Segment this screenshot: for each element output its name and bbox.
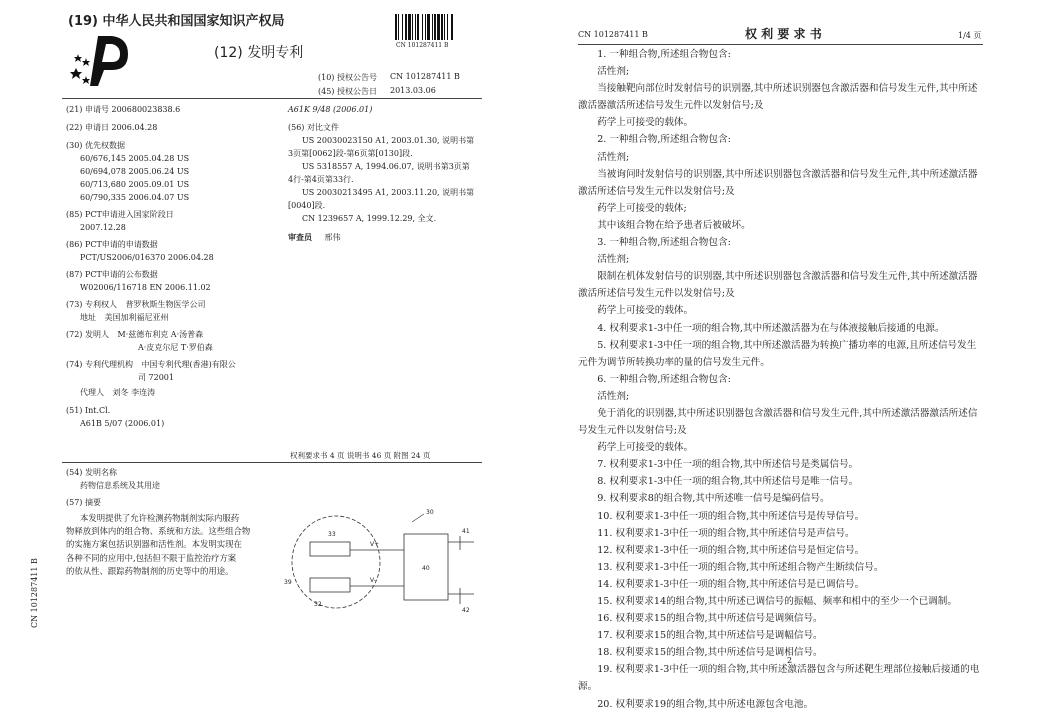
claim-paragraph: 活性剂;	[597, 66, 630, 78]
claim-paragraph: 1. 一种组合物,所述组合物包含:	[597, 49, 731, 60]
left-page	[0, 0, 520, 711]
claim-paragraph: 4. 权利要求1-3中任一项的组合物,其中所述激活器为在与体液接触后接通的电源。	[597, 322, 945, 334]
abstract-line-4: 各种不同的应用中,包括但不限于监控治疗方案	[66, 552, 237, 563]
pct-pub-label: (87) PCT申请的公布数据	[66, 270, 158, 279]
examiner-label: 审查员	[288, 232, 312, 242]
claim-paragraph: 7. 权利要求1-3中任一项的组合物,其中所述信号是类属信号。	[597, 459, 859, 471]
claim-paragraph: 10. 权利要求1-3中任一项的组合物,其中所述信号是传导信号。	[597, 510, 865, 522]
pct-app-label: (86) PCT申请的申请数据	[66, 240, 158, 249]
mid-rule	[62, 462, 482, 463]
claim-paragraph: 当接触靶向部位时发射信号的识别器,其中所述识别器包含激活器和信号发生元件,其中所述激活器激活所述信号发生元件以发射信号;及	[578, 83, 978, 112]
inventors-2: A·皮克尔尼 T·罗伯森	[138, 343, 213, 352]
claim-paragraph: 19. 权利要求1-3中任一项的组合物,其中所述激活器包含与所述靶生理部位接触后接通的电源。	[578, 664, 980, 693]
invention-title: 药物信息系统及其用途	[80, 481, 160, 490]
claim-paragraph: 5. 权利要求1-3中任一项的组合物,其中所述激活器为转换广播功率的电源,且所述信号发生元件为调节所转换功率的量的信号发生元件。	[578, 339, 977, 368]
document-kind: (12) 发明专利	[214, 45, 304, 61]
claim-paragraph: 活性剂;	[597, 390, 630, 402]
page-number: 2	[787, 656, 793, 665]
fig-label-42: 42	[462, 607, 470, 614]
claim-paragraph: 14. 权利要求1-3中任一项的组合物,其中所述信号是已调信号。	[597, 578, 865, 590]
cited-1: US 20030023150 A1, 2003.01.30, 说明书第	[302, 136, 475, 145]
fig-label-40: 40	[422, 565, 430, 572]
claim-paragraph: 11. 权利要求1-3中任一项的组合物,其中所述信号是声信号。	[597, 527, 855, 539]
abstract	[66, 512, 250, 578]
claim-paragraph: 12. 权利要求1-3中任一项的组合物,其中所述信号是恒定信号。	[597, 544, 865, 556]
agency-2: 司 72001	[138, 373, 174, 382]
pct-app: PCT/US2006/016370 2006.04.28	[80, 253, 214, 262]
pct-pub: W02006/116718 EN 2006.11.02	[80, 283, 211, 292]
agency-label: (74) 专利代理机构	[66, 360, 133, 369]
inventors-1: M·兹德布利克 A·汤普森	[117, 330, 204, 339]
claim-paragraph: 药学上可接受的载体。	[597, 117, 694, 129]
cited-6: [0040]段.	[288, 201, 326, 210]
fig-label-30: 30	[426, 509, 434, 516]
priority-2: 60/694,078 2005.06.24 US	[80, 167, 190, 176]
priority-4: 60/790,335 2006.04.07 US	[80, 193, 190, 202]
barcode	[395, 14, 475, 40]
fig-label-41: 41	[462, 528, 470, 535]
figure-box-33	[310, 542, 350, 556]
cnipa-logo-icon	[68, 32, 136, 90]
side-code: CN 101287411 B	[30, 558, 39, 628]
fig-label-39: 39	[284, 579, 292, 586]
header-code: CN 101287411 B	[578, 30, 648, 39]
agent: 刘冬 李连涛	[112, 388, 156, 397]
app-no: (21) 申请号 200680023838.6	[66, 105, 181, 114]
title-label: (54) 发明名称	[66, 468, 117, 477]
claims-body	[578, 46, 983, 713]
claim-paragraph: 限制在机体发射信号的识别器,其中所述识别器包含激活器和信号发生元件,其中所述激活器激活所述信号发生元件以发射信号;及	[578, 271, 978, 300]
priority-3: 60/713,680 2005.09.01 US	[80, 180, 190, 189]
claim-paragraph: 活性剂;	[597, 151, 630, 163]
office-name: (19) 中华人民共和国国家知识产权局	[68, 14, 285, 29]
inventors-label: (72) 发明人	[66, 330, 109, 339]
pub-date: 2013.03.06	[390, 86, 436, 95]
fig-label-vminus: V-	[370, 577, 376, 584]
pct-entry: 2007.12.28	[80, 223, 126, 232]
agent-label: 代理人	[80, 388, 104, 397]
abstract-label: (57) 摘要	[66, 498, 101, 507]
fig-label-33: 33	[328, 531, 336, 538]
title-block	[66, 466, 160, 509]
header-page: 1/4 页	[958, 31, 982, 40]
abstract-line-5: 的依从性、跟踪药物制剂的历史等中的用途。	[66, 565, 234, 576]
agency-1: 中国专利代理(香港)有限公	[141, 360, 236, 369]
cited-3: US 5318557 A, 1994.06.07, 说明书第3页第	[302, 162, 470, 171]
claim-paragraph: 17. 权利要求15的组合物,其中所述信号是调幅信号。	[597, 630, 823, 642]
claim-paragraph: 免于消化的识别器,其中所述识别器包含激活器和信号发生元件,其中所述激活器激活所述信号发生元件以发射信号;及	[578, 407, 978, 437]
intcl-label: (51) Int.Cl.	[66, 406, 111, 415]
fig-label-vplus: V+	[370, 541, 380, 548]
claim-paragraph: 16. 权利要求15的组合物,其中所述信号是调频信号。	[597, 613, 823, 625]
claim-paragraph: 3. 一种组合物,所述组合物包含:	[597, 237, 731, 249]
pub-date-label: (45) 授权公告日	[318, 87, 377, 96]
claim-paragraph: 15. 权利要求14的组合物,其中所述已调信号的振幅、频率和相中的至少一个已调制。	[597, 596, 957, 607]
fig-label-32: 32	[314, 601, 322, 608]
claim-paragraph: 18. 权利要求15的组合物,其中所述信号是调相信号。	[597, 647, 823, 659]
claim-paragraph: 2. 一种组合物,所述组合物包含:	[597, 134, 731, 146]
priority-1: 60/676,145 2005.04.28 US	[80, 154, 190, 163]
figure-box-32	[310, 578, 350, 592]
claim-paragraph: 活性剂;	[597, 254, 630, 266]
intcl-1: A61B 5/07 (2006.01)	[80, 419, 165, 428]
claim-paragraph: 13. 权利要求1-3中任一项的组合物,其中所述组合物产生断续信号。	[597, 561, 884, 573]
cited-4: 4行-第4页第33行.	[288, 175, 354, 184]
abstract-figure	[284, 500, 484, 620]
right-page	[560, 0, 1038, 711]
patentee: 普罗秋斯生物医学公司	[125, 300, 206, 309]
intcl-2: A61K 9/48 (2006.01)	[288, 105, 373, 114]
abstract-line-1: 本发明提供了允许检测药物制剂实际内服药	[80, 513, 240, 523]
patentee-label: (73) 专利权人	[66, 300, 117, 309]
abstract-line-2: 物释放到体内的组合物、系统和方法。这些组合物	[66, 526, 251, 537]
examiner: 邢伟	[324, 233, 341, 242]
header-rule	[578, 44, 983, 45]
claim-paragraph: 其中该组合物在给予患者后被破坏。	[597, 219, 751, 231]
cited-label: (56) 对比文件	[288, 123, 339, 132]
pct-entry-label: (85) PCT申请进入国家阶段日	[66, 210, 174, 219]
claim-paragraph: 6. 一种组合物,所述组合物包含:	[597, 373, 731, 385]
address-label: 地址	[80, 313, 96, 322]
claim-paragraph: 药学上可接受的载体。	[597, 305, 694, 317]
app-date: (22) 申请日 2006.04.28	[66, 123, 158, 132]
cited-5: US 20030213495 A1, 2003.11.20, 说明书第	[302, 188, 475, 197]
claim-paragraph: 8. 权利要求1-3中任一项的组合物,其中所述信号是唯一信号。	[597, 476, 859, 488]
cited-7: CN 1239657 A, 1999.12.29, 全文.	[302, 214, 437, 223]
claim-paragraph: 药学上可接受的载体;	[597, 202, 687, 214]
cited-2: 3页第[0062]段-第6页第[0130]段.	[288, 149, 413, 158]
biblio-right	[288, 103, 474, 244]
claim-paragraph: 当被询问时发射信号的识别器,其中所述识别器包含激活器和信号发生元件,其中所述激活器激活所述信号发生元件以发射信号;及	[578, 168, 978, 197]
pub-no: CN 101287411 B	[390, 72, 460, 81]
figure-ellipse	[292, 516, 380, 608]
pub-no-label: (10) 授权公告号	[318, 73, 377, 82]
header-title: 权 利 要 求 书	[745, 27, 822, 41]
header-rule	[62, 98, 482, 99]
claim-paragraph: 药学上可接受的载体。	[597, 442, 694, 454]
barcode-number: CN 101287411 B	[396, 42, 449, 49]
claim-paragraph: 20. 权利要求19的组合物,其中所述电源包含电池。	[597, 698, 814, 710]
biblio-left	[66, 103, 236, 430]
priority-label: (30) 优先权数据	[66, 141, 125, 150]
pages-info: 权利要求书 4 页 说明书 46 页 附图 24 页	[290, 451, 431, 460]
address: 美国加利福尼亚州	[104, 313, 169, 322]
abstract-line-3: 的实施方案包括识别器和活性剂。本发明实现在	[66, 539, 242, 550]
claim-paragraph: 9. 权利要求8的组合物,其中所述唯一信号是编码信号。	[597, 493, 830, 505]
